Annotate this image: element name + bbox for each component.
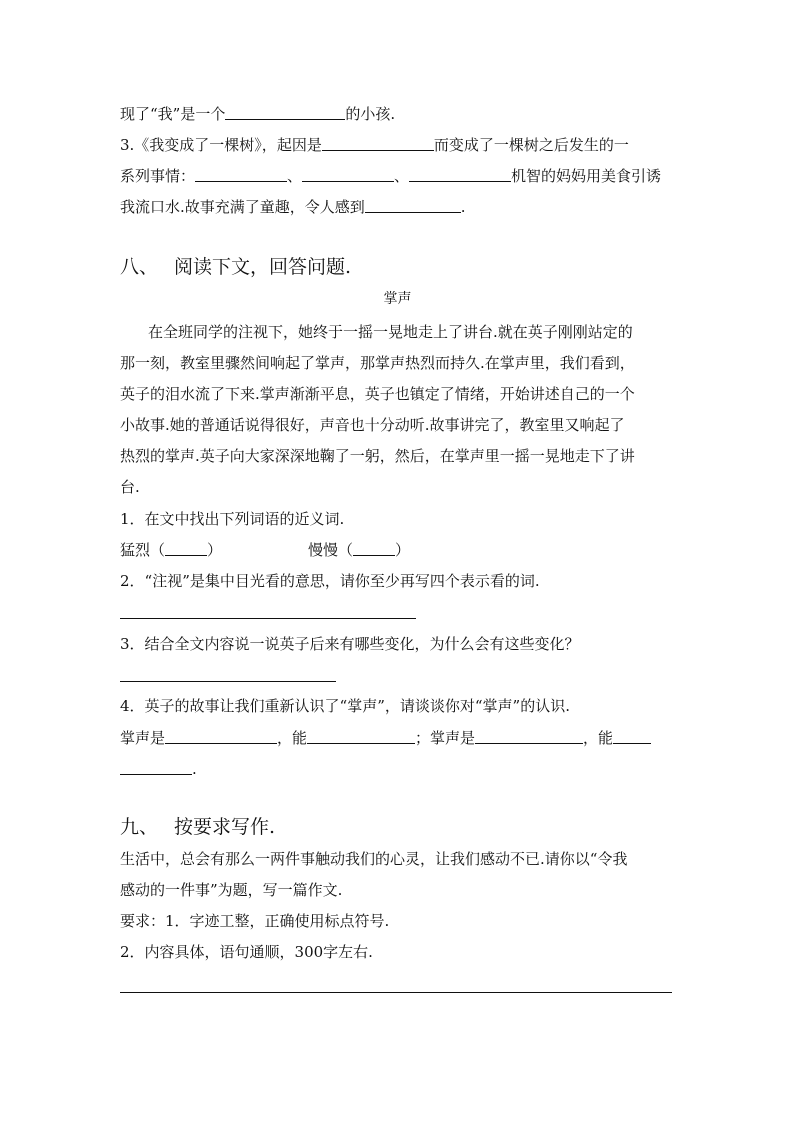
text: 的小孩. [345,105,396,123]
composition-line[interactable] [120,992,672,993]
article-title: 掌声 [383,291,412,307]
article-line: 热烈的掌声.英子向大家深深地鞠了一躬，然后，在掌声里一摇一晃地走下了讲 [120,447,635,465]
text: 而变成了一棵树之后发生的一 [433,136,629,154]
answer-blank[interactable] [120,760,192,775]
question-4: 4．英子的故事让我们重新认识了“掌声”，请谈谈你对“掌声”的认识. [120,697,570,715]
writing-requirement: 2．内容具体，语句通顺，300字左右. [120,943,373,961]
answer-blank[interactable] [302,167,394,182]
question-3: 3．结合全文内容说一说英子后来有哪些变化，为什么会有这些变化？ [120,635,580,653]
section-number: 八、 [120,256,159,278]
section-title: 按要求写作. [174,816,276,838]
question-1: 1．在文中找出下列词语的近义词. [120,510,345,528]
paren-close: ） [207,541,223,559]
text: 现了“我”是一个 [120,105,226,123]
text: . [460,198,466,216]
section9-heading [120,815,275,839]
article-line: 那一刻，教室里骤然间响起了掌声，那掌声热烈而持久.在掌声里，我们看到， [120,354,635,372]
text: . [192,760,197,778]
text: ，能 [583,729,614,747]
answer-line[interactable] [120,681,336,682]
answer-blank[interactable] [165,541,207,556]
writing-requirement: 要求：1．字迹工整，正确使用标点符号. [120,912,390,930]
q4-fill-line [120,728,651,748]
q3-line1 [120,135,629,155]
q1-synonyms [120,540,410,560]
article-line: 小故事.她的普通话说得很好，声音也十分动听.故事讲完了，教室里又响起了 [120,416,625,434]
answer-blank[interactable] [322,136,434,151]
writing-prompt-line: 感动的一件事”为题，写一篇作文. [120,881,343,899]
text: ，能 [277,729,308,747]
writing-prompt-line: 生活中，总会有那么一两件事触动我们的心灵，让我们感动不已.请你以“令我 [120,850,628,868]
answer-blank[interactable] [475,729,583,744]
paren-close: ） [395,541,411,559]
word-label: 慢慢（ [308,541,354,559]
article-line: 英子的泪水流了下来.掌声渐渐平息，英子也镇定了情绪，开始讲述自己的一个 [120,385,635,403]
word-label: 猛烈（ [120,541,166,559]
text: 、 [287,167,303,185]
section8-heading [120,255,351,279]
answer-line[interactable] [120,618,416,619]
text: 、 [394,167,410,185]
answer-blank[interactable] [613,729,651,744]
article-line: 台. [120,478,140,496]
text: 系列事情： [120,167,196,185]
answer-blank[interactable] [307,729,415,744]
text: ；掌声是 [415,729,476,747]
section-title: 阅读下文，回答问题. [174,256,352,278]
answer-blank[interactable] [225,105,345,120]
answer-blank[interactable] [365,198,461,213]
text: 我流口水.故事充满了童趣，令人感到 [120,198,365,216]
q4-fill-line-2 [120,759,197,779]
question-2: 2．“注视”是集中目光看的意思，请你至少再写四个表示看的词. [120,572,540,590]
text: 掌声是 [120,729,166,747]
q-line-lonely-boy [120,104,395,124]
answer-blank[interactable] [353,541,395,556]
article-line: 在全班同学的注视下，她终于一摇一晃地走上了讲台.就在英子刚刚站定的 [148,323,633,341]
text: 机智的妈妈用美食引诱 [511,167,662,185]
q3-line2 [120,166,661,186]
answer-blank[interactable] [165,729,277,744]
answer-blank[interactable] [409,167,511,182]
answer-blank[interactable] [195,167,287,182]
q3-line3 [120,197,466,217]
section-number: 九、 [120,816,159,838]
text: 3.《我变成了一棵树》，起因是 [120,136,322,154]
